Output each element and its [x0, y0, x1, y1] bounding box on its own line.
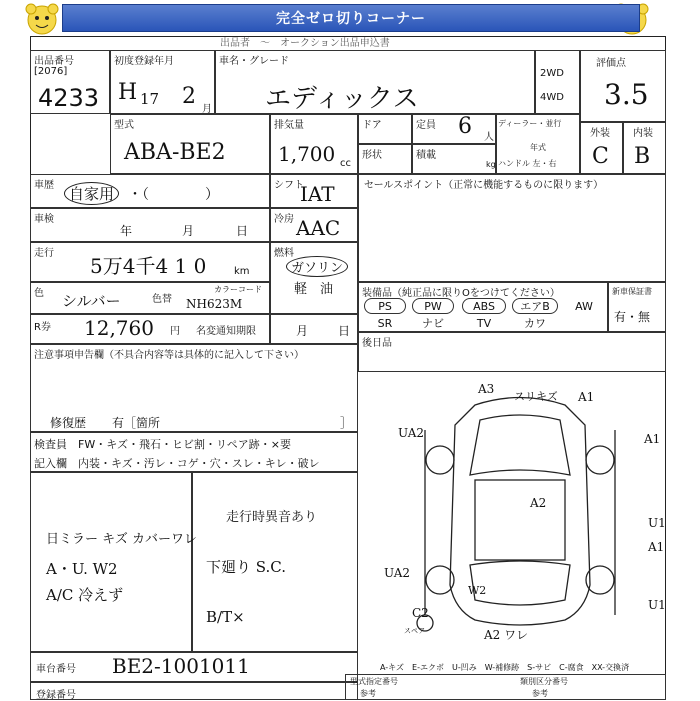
fuel-value: ガソリン: [286, 256, 348, 277]
shape-label: 形状: [362, 150, 382, 161]
drive-4wd: 4WD: [540, 92, 564, 103]
car-diagram: [395, 385, 645, 635]
name-change-month: 月: [296, 324, 309, 338]
fuel-label: 燃料: [274, 248, 294, 259]
equip-tv: TV: [476, 316, 492, 330]
load-label: 積載: [416, 150, 436, 161]
remark-under: 下廻り S.C.: [206, 558, 286, 576]
ac-label: 冷房: [274, 214, 294, 225]
notes-label: 注意事項申告欄（不具合内容等は具体的に記入して下さい）: [34, 350, 304, 361]
usage-label: 車歴: [34, 180, 54, 191]
chassis-value: BE2-1001011: [112, 654, 250, 678]
inspector-label: 検査員: [34, 438, 67, 451]
reg-month: 2: [182, 84, 196, 109]
inspection-day: 日: [236, 224, 249, 238]
mark-scratch: スリキズ: [514, 390, 558, 403]
name-change-label: 名変通知期限: [196, 326, 256, 337]
capacity-label: 定員: [416, 120, 436, 131]
footer-class-ref: 類別区分番号: [520, 677, 568, 686]
history-value: 有［箇所: [112, 416, 161, 430]
lot-label: 出品番号: [34, 56, 74, 67]
dealer-handle: ハンドル 左・右: [498, 159, 557, 168]
capacity-value: 6: [458, 114, 472, 139]
ticket-label: R券: [34, 322, 51, 333]
inspector-row2: 内装・キズ・汚レ・コゲ・穴・スレ・キレ・破レ: [78, 457, 320, 470]
inspection-year: 年: [120, 224, 133, 238]
shift-label: シフト: [274, 180, 304, 191]
equip-sr: SR: [377, 316, 393, 330]
reg-era: H: [118, 80, 138, 105]
footer-reg-cell: [30, 682, 358, 700]
reg-month-unit: 月: [202, 104, 212, 115]
equip-navi: ナビ: [422, 317, 444, 330]
fuel-alt: 軽 油: [294, 282, 334, 297]
name-change-day: 日: [338, 324, 351, 338]
footer-ref-2: 参考: [532, 689, 548, 698]
interior-label: 内装: [633, 128, 653, 139]
history-end: ］: [340, 416, 353, 430]
mark-a1-mid: A1: [648, 540, 665, 554]
inspection-month: 月: [182, 224, 195, 238]
inspector-row1: FW・キズ・飛石・ヒビ割・リペア跡・×要: [78, 438, 291, 451]
remark-au: A・U. W2: [46, 560, 118, 578]
header-line: 出品者 ～ オークション出品申込書: [220, 38, 390, 49]
drive-cell: [535, 50, 580, 114]
exterior-grade: C: [592, 144, 609, 169]
mark-a1-right: A1: [644, 432, 661, 446]
footer-reg-label: 登録番号: [36, 690, 76, 701]
drive-2wd: 2WD: [540, 68, 564, 79]
color-code: NH623M: [186, 297, 243, 311]
sales-label: セールスポイント（正常に機能するものに限ります）: [364, 180, 604, 191]
mileage-label: 走行: [34, 248, 54, 259]
usage-rest: ・（ ）: [128, 187, 219, 203]
lot-number: 4233: [38, 84, 100, 112]
car-name: エディックス: [265, 84, 419, 114]
equip-aw: AW: [575, 299, 593, 313]
usage-value: 自家用: [64, 182, 119, 205]
model-label: 型式: [114, 120, 134, 131]
rear-label: 後日品: [362, 338, 392, 349]
mileage-unit: km: [234, 266, 250, 277]
displacement-value: 1,700: [278, 142, 336, 166]
displacement-unit: cc: [340, 158, 351, 169]
mark-a1-front: A1: [578, 390, 595, 404]
footer-ref-1: 参考: [360, 689, 376, 698]
equip-pw: PW: [412, 298, 454, 314]
mark-c2: C2: [412, 606, 429, 620]
mark-a3: A3: [478, 382, 495, 396]
remark-noise: 走行時異音あり: [226, 510, 318, 525]
equip-abs: ABS: [462, 298, 506, 314]
recycle-value: 有・無: [614, 310, 651, 324]
mark-w2: W2: [468, 584, 487, 597]
mark-a2-roof: A2: [530, 496, 547, 510]
dealer-label: ディーラー・並行: [498, 119, 562, 128]
inspector-row2-label: 記入欄: [34, 457, 67, 470]
score-label: 評価点: [596, 58, 626, 69]
shift-value: IAT: [300, 182, 335, 206]
footer-model-ref: 型式指定番号: [350, 677, 398, 686]
remark-ac: A/C 冷えず: [46, 586, 124, 604]
equipment-label: 装備品（純正品に限りOをつけてください）: [362, 288, 560, 299]
dealer-year: 年式: [530, 143, 546, 152]
color-label: 色: [34, 288, 44, 299]
history-label: 修復歴: [50, 416, 87, 430]
color-change-label: 色替: [152, 294, 172, 305]
mark-u1-mid: U1: [648, 516, 666, 530]
equip-ps: PS: [364, 298, 406, 314]
color-code-label: カラーコード: [214, 285, 262, 294]
exterior-label: 外装: [590, 128, 610, 139]
reg-year: 17: [140, 90, 160, 108]
remark-battery: B/T×: [206, 608, 245, 626]
equip-airbag: エアB: [512, 298, 558, 314]
mileage-value: 5万4千4 1 0: [90, 254, 207, 278]
load-unit: kg: [486, 160, 496, 169]
score-value: 3.5: [604, 78, 649, 111]
ticket-unit: 円: [170, 326, 180, 337]
car-label: 車名・グレード: [219, 56, 289, 67]
mark-spare: スペア: [404, 627, 425, 635]
mark-a2-rear: A2 ワレ: [484, 628, 529, 642]
ac-value: AAC: [296, 216, 341, 240]
lot-code: [2076]: [34, 66, 68, 77]
recycle-label: 新車保証書: [612, 287, 652, 296]
damage-legend: A-キズ E-エクボ U-凹み W-補修跡 S-サビ C-腐食 XX-交換済: [380, 663, 630, 672]
mark-u1-rear: U1: [648, 598, 666, 612]
chassis-label: 車台番号: [36, 664, 76, 675]
displacement-label: 排気量: [274, 120, 304, 131]
mascot-left-icon: [22, 0, 62, 40]
equip-leather: カワ: [524, 317, 546, 330]
remark-mirror: 日ミラー キズ カバーワレ: [46, 532, 198, 547]
color-value: シルバー: [62, 292, 121, 310]
door-label: ドア: [362, 120, 382, 131]
model-value: ABA-BE2: [124, 140, 226, 165]
inspection-cell: [30, 208, 270, 242]
banner-title: 完全ゼロ切りコーナー: [62, 4, 640, 32]
interior-grade: B: [634, 144, 651, 169]
rear-cell: [358, 332, 666, 372]
capacity-unit: 人: [484, 132, 494, 143]
reg-label: 初度登録年月: [114, 56, 174, 67]
mark-ua2-rear: UA2: [384, 566, 411, 580]
inspection-label: 車検: [34, 214, 54, 225]
mark-ua2-front: UA2: [398, 426, 425, 440]
ticket-value: 12,760: [84, 316, 154, 340]
